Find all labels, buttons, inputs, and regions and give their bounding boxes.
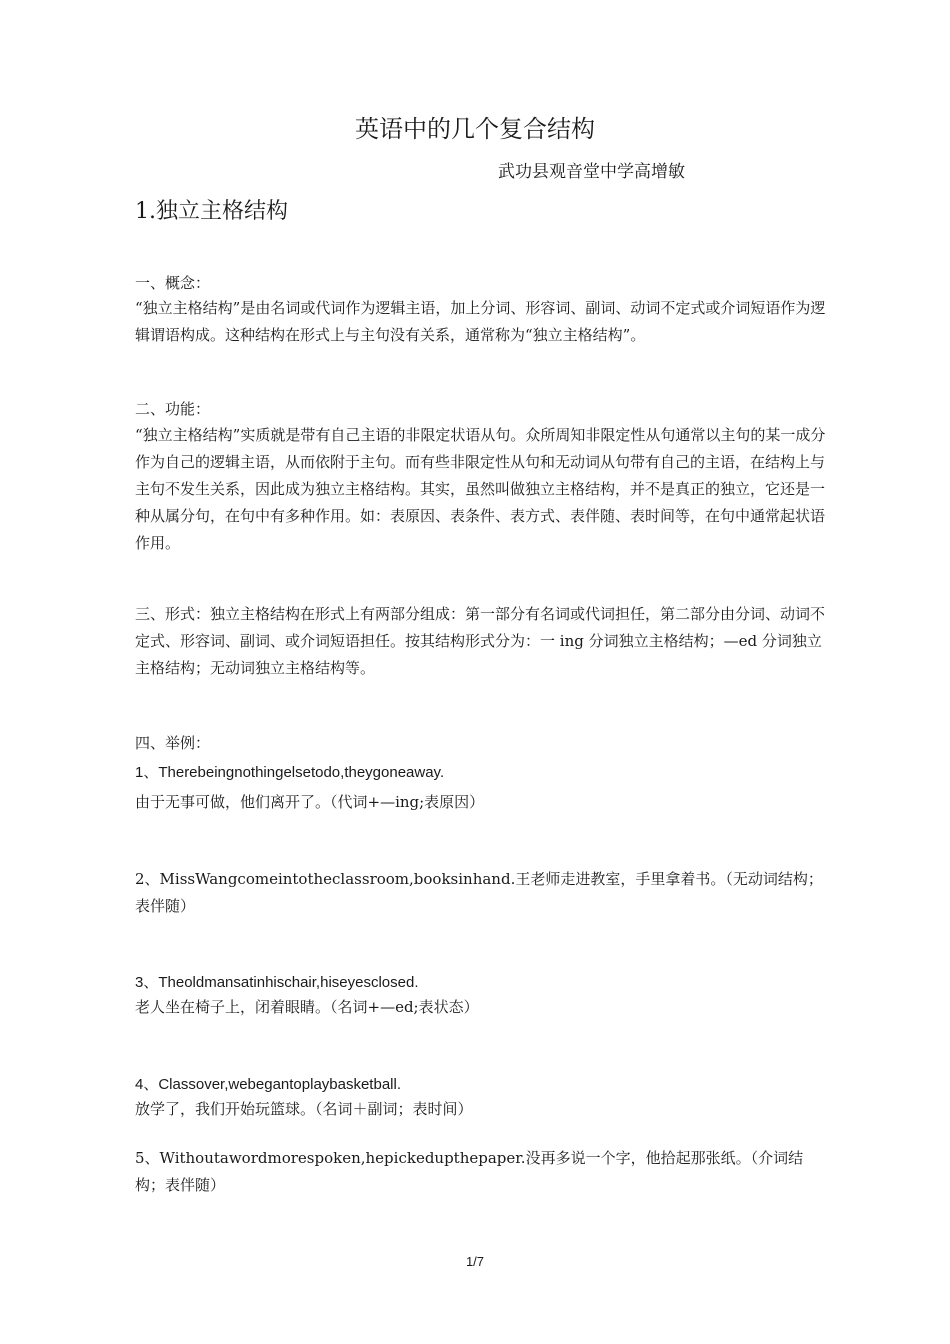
- section-heading: 1.独立主格结构: [135, 199, 288, 224]
- function-paragraph: “独立主格结构”实质就是带有自己主语的非限定状语从句。众所周知非限定性从句通常以主句的某一成分作为自己的逻辑主语，从而依附于主句。而有些非限定性从句和无动词从句带有自己的主语，在结构上与主句不发生关系，因此成为独立主格结构。其实，虽然叫做独立主格结构，并不是真正的独立，它还是一种从属分句，在句中有多种作用。如：表原因、表条件、表方式、表伴随、表时间等，在句中通常起状语作用。: [135, 426, 826, 552]
- concept-paragraph: “独立主格结构”是由名词或代词作为逻辑主语，加上分词、形容词、副词、动词不定式或介词短语作为逻辑谓语构成。这种结构在形式上与主句没有关系，通常称为“独立主格结构”。: [135, 299, 826, 344]
- example-1-chinese: 由于无事可做，他们离开了。（代词+—ing;表原因）: [135, 793, 485, 811]
- example-1-english: 1、Therebeingnothingelsetodo,theygoneaway.: [135, 764, 445, 781]
- document-author: 武功县观音堂中学高增敏: [498, 162, 685, 182]
- examples-label: 四、举例：: [135, 734, 211, 752]
- form-paragraph: 三、形式：独立主格结构在形式上有两部分组成：第一部分有名词或代词担任，第二部分由分词、动词不定式、形容词、副词、或介词短语担任。按其结构形式分为：一 ing 分词独立主格结构；—ed 分词独立主格结构；无动词独立主格结构等。: [135, 605, 826, 677]
- concept-label: 一、概念：: [135, 274, 211, 292]
- function-label: 二、功能：: [135, 400, 211, 418]
- example-4-chinese: 放学了，我们开始玩篮球。（名词＋副词；表时间）: [135, 1100, 473, 1118]
- page-number: 1/7: [465, 1254, 485, 1269]
- example-4-english: 4、Classover,webegantoplaybasketball.: [135, 1076, 401, 1093]
- document-title: 英语中的几个复合结构: [355, 115, 595, 143]
- example-2: 2、MissWangcomeintotheclassroom,booksinhand.王老师走进教室，手里拿着书。（无动词结构；表伴随）: [135, 870, 823, 915]
- example-3-chinese: 老人坐在椅子上，闭着眼睛。（名词+—ed;表状态）: [135, 998, 479, 1016]
- example-5: 5、Withoutawordmorespoken,hepickedupthepaper.没再多说一个字，他拾起那张纸。（介词结构；表伴随）: [135, 1149, 804, 1194]
- example-3-english: 3、Theoldmansatinhischair,hiseyesclosed.: [135, 974, 419, 991]
